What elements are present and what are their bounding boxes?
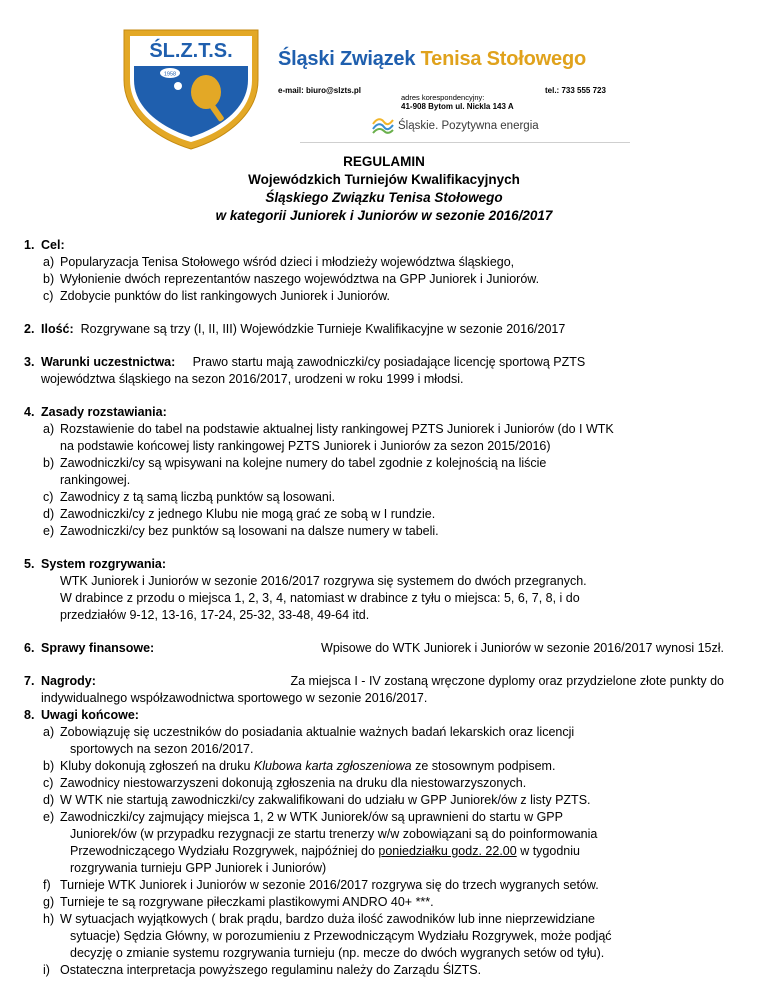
section-finance	[24, 640, 724, 657]
address-label: adres korespondencyjny:	[401, 93, 485, 102]
section-number: 2.	[24, 322, 35, 336]
section-number: 3.	[24, 355, 35, 369]
list-item: b) Wyłonienie dwóch reprezentantów naszego województwa na GPP Juniorek i Juniorów.	[43, 272, 540, 286]
section-number: 8.	[24, 708, 35, 722]
section-heading: Uwagi końcowe:	[41, 708, 139, 722]
list-item: d) W WTK nie startują zawodniczki/cy zakwalifikowani do udziału w GPP Juniorek/ów z listy PZTS.	[43, 793, 591, 807]
contact-email: e-mail: biuro@slzts.pl	[278, 86, 361, 95]
header-divider	[300, 142, 630, 143]
title-line-1: REGULAMIN	[343, 154, 425, 169]
section-text: indywidualnego współzawodnictwa sportowego w sezonie 2016/2017.	[41, 691, 428, 705]
list-item: e) Zawodniczki/cy bez punktów są losowani na dalsze numery w tabeli.	[43, 524, 439, 538]
section-seeding	[24, 404, 724, 540]
section-text: Prawo startu mają zawodniczki/cy posiadające licencję sportową PZTS	[192, 355, 586, 369]
list-item: g) Turnieje te są rozgrywane piłeczkami plastikowymi ANDRO 40+ ***.	[43, 895, 434, 909]
slaskie-wave-icon	[372, 117, 394, 135]
section-text: województwa śląskiego na sezon 2016/2017, urodzeni w roku 1999 i młodsi.	[41, 372, 464, 386]
section-heading: System rozgrywania:	[41, 557, 167, 571]
title-line-4: w kategorii Juniorek i Juniorów w sezonie 2016/2017	[215, 208, 553, 223]
section-prizes	[24, 673, 724, 707]
section-quantity	[24, 321, 724, 338]
list-item: c) Zdobycie punktów do list rankingowych Juniorek i Juniorów.	[43, 289, 391, 303]
list-item: e) Zawodniczki/cy zajmujący miejsca 1, 2 w WTK Juniorek/ów są uprawnieni do startu w GPP Juniorek/ów (w przypadku rezygnacji ze startu trenerzy w/w zobowiązani są do poinformowania Przewodniczącego Wydziału Rozgrywek, najpóźniej do poniedziałku godz. 22.00 w tygodniu rozgrywania turnieju GPP Juniorek i Juniorów)	[43, 810, 598, 875]
logo-lettering: ŚL.Z.T.S.	[149, 40, 233, 62]
slzts-logo	[116, 22, 266, 152]
section-text: WTK Juniorek i Juniorów w sezonie 2016/2017 rozgrywa się systemem do dwóch przegranych. W drabince z przodu o miejsca 1, 2, 3, 4, natomiast w drabince z tyłu o miejsca: 5, 6, 7, 8, i do przedziałów 9-12, 13-16, 17-24, 25-32, 33-48, 49-64 itd.	[60, 574, 587, 622]
section-participation	[24, 354, 724, 388]
section-heading: Ilość:	[41, 322, 74, 336]
list-item: i) Ostateczna interpretacja powyższego regulaminu należy do Zarządu ŚlZTS.	[43, 963, 482, 977]
section-number: 6.	[24, 641, 35, 655]
list-item: d) Zawodniczki/cy z jednego Klubu nie mogą grać ze sobą w I rundzie.	[43, 507, 436, 521]
section-heading: Zasady rozstawiania:	[41, 405, 167, 419]
section-goal	[24, 237, 724, 305]
title-line-3: Śląskiego Związku Tenisa Stołowego	[265, 190, 503, 205]
organization-name	[278, 48, 586, 71]
section-text: Za miejsca I - IV zostaną wręczone dyplomy oraz przydzielone złote punkty do	[290, 674, 724, 688]
contact-phone: tel.: 733 555 723	[545, 86, 606, 95]
section-text: Wpisowe do WTK Juniorek i Juniorów w sezonie 2016/2017 wynosi 15zł.	[321, 641, 724, 655]
list-item: c) Zawodnicy z tą samą liczbą punktów są losowani.	[43, 490, 336, 504]
region-slogan: Pozytywna energia	[441, 120, 539, 132]
region-brand: Śląskie.	[398, 120, 439, 132]
list-item: a) Rozstawienie do tabel na podstawie aktualnej listy rankingowej PZTS Juniorek i Juniorów (do I WTK na podstawie końcowej listy rankingowej PZTS Juniorek i Juniorów za sezon 2015/2016)	[43, 422, 614, 453]
list-item: a) Popularyzacja Tenisa Stołowego wśród dzieci i młodzieży województwa śląskiego,	[43, 255, 515, 269]
regulations-body	[24, 237, 724, 994]
section-text: Rozgrywane są trzy (I, II, III) Wojewódzkie Turnieje Kwalifikacyjne w sezonie 2016/2017	[80, 322, 566, 336]
list-item: a) Zobowiązuję się uczestników do posiadania aktualnie ważnych badań lekarskich oraz licencji sportowych na sezon 2016/2017.	[43, 725, 575, 756]
section-final-remarks	[24, 707, 724, 979]
section-number: 7.	[24, 674, 35, 688]
section-heading: Cel:	[41, 238, 65, 252]
section-heading: Sprawy finansowe:	[41, 641, 155, 655]
list-item: h) W sytuacjach wyjątkowych ( brak prądu, bardzo duża ilość zawodników lub inne nieprzewidziane sytuacje) Sędzia Główny, w porozumieniu z Przewodniczącym Wydziału Rozgrywek, może podjąć decyzję o zmianie systemu rozgrywania turnieju (np. mecze do dwóch wygranych setów od tyłu).	[43, 912, 612, 960]
list-item: b) Kluby dokonują zgłoszeń na druku Klubowa karta zgłoszeniowa ze stosownym podpisem.	[43, 759, 556, 773]
org-name-part1: Śląski Związek	[278, 48, 416, 70]
org-name-part2: Tenisa Stołowego	[420, 48, 586, 70]
title-line-2: Wojewódzkich Turniejów Kwalifikacyjnych	[248, 172, 520, 187]
list-item: f) Turnieje WTK Juniorek i Juniorów w sezonie 2016/2017 rozgrywa się do trzech wygranych setów.	[43, 878, 599, 892]
section-number: 4.	[24, 405, 35, 419]
logo-year: 1958	[163, 71, 177, 78]
address: 41-908 Bytom ul. Nickla 143 A	[401, 102, 514, 111]
list-item: b) Zawodniczki/cy są wpisywani na kolejne numery do tabel zgodnie z kolejnością na liście rankingowej.	[43, 456, 547, 487]
section-number: 1.	[24, 238, 35, 252]
document-title	[0, 153, 768, 225]
section-heading: Warunki uczestnictwa:	[41, 355, 176, 369]
list-item: c) Zawodnicy niestowarzyszeni dokonują zgłoszenia na druku dla niestowarzyszonych.	[43, 776, 527, 790]
region-branding	[372, 117, 539, 135]
section-system	[24, 556, 724, 624]
section-heading: Nagrody:	[41, 674, 96, 688]
section-number: 5.	[24, 557, 35, 571]
